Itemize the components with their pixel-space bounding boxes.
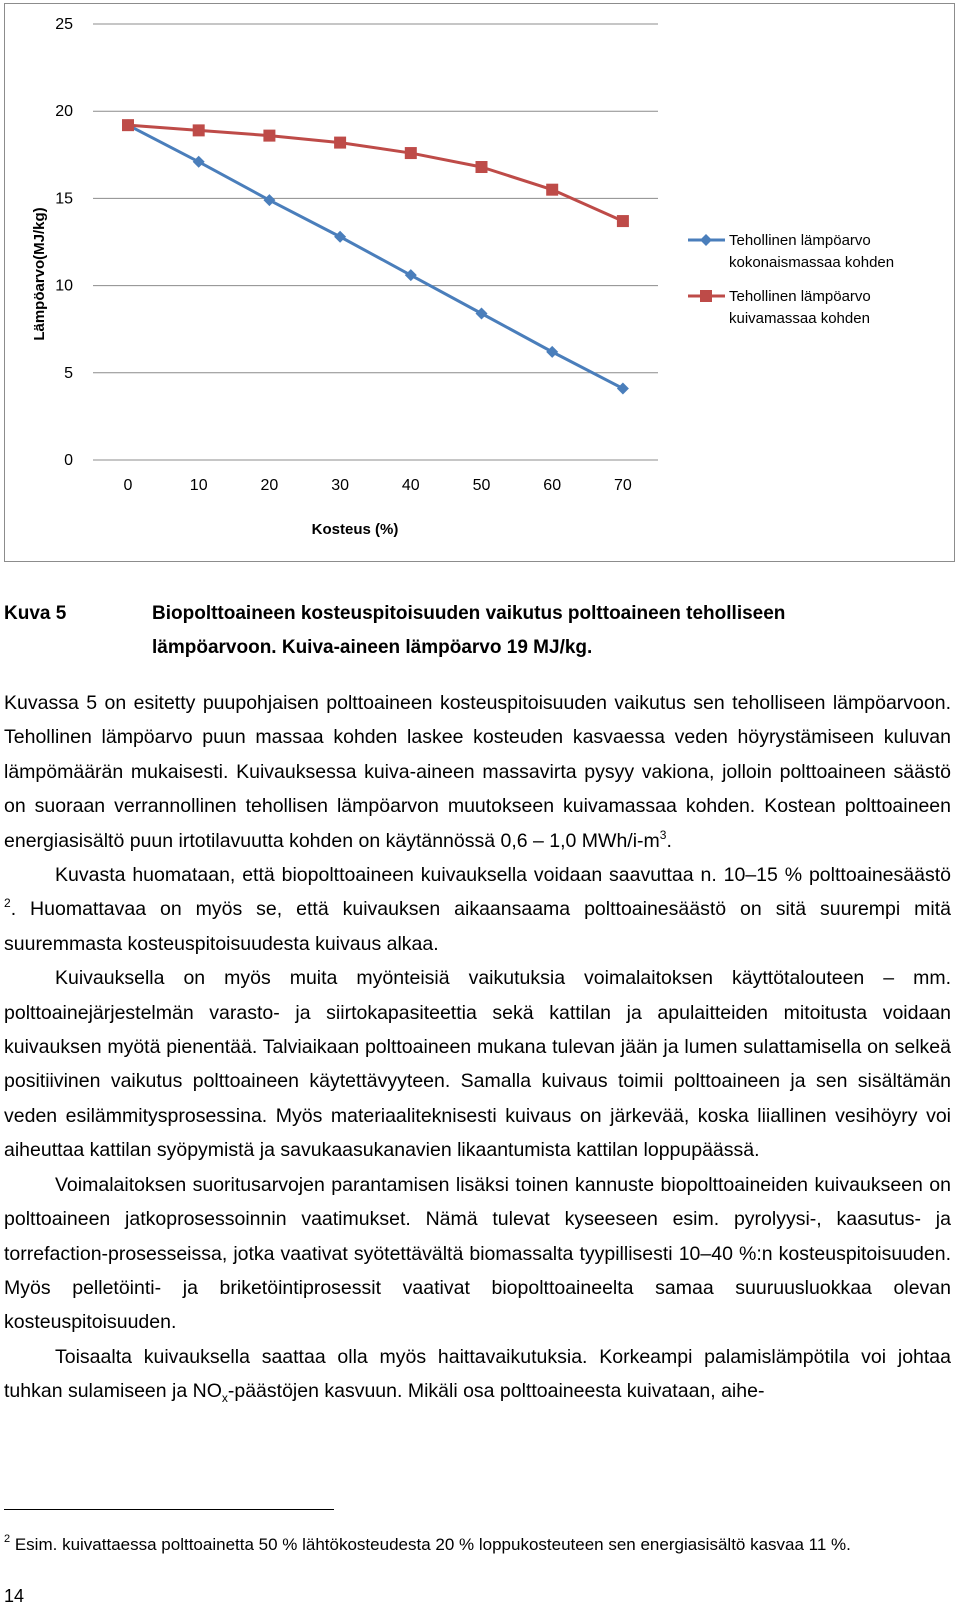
footnote-reference[interactable]: 2 <box>4 896 11 911</box>
y-tick-label-0: 0 <box>64 452 73 469</box>
y-tick-label-25: 25 <box>55 16 73 33</box>
superscript-3: 3 <box>659 827 667 842</box>
x-tick-label-0: 0 <box>123 477 133 494</box>
x-axis-title: Kosteus (%) <box>311 521 399 538</box>
caption-line-1: Biopolttoaineen kosteuspitoisuuden vaikutus polttoaineen teholliseen <box>152 603 786 624</box>
x-tick-label-50: 50 <box>472 477 491 494</box>
paragraph-5-text-a: Toisaalta kuivauksella saattaa olla myös haittavaikutuksia. Korkeampi palamislämpötila voi johtaa tuhkan sulamiseen ja NO <box>4 1345 951 1403</box>
y-tick-label-10: 10 <box>55 277 73 295</box>
paragraph-2 <box>4 858 951 961</box>
footnote-separator <box>4 1509 334 1510</box>
paragraph-4: Voimalaitoksen suoritusarvojen parantamisen lisäksi toinen kannuste biopolttoaineiden kuivaukseen on polttoaineen jatkoprosessoinnin vaatimukset. Nämä tulevat kyseeseen esim. pyrolyysi-, kaasutus- ja torrefaction-prosesseissa, jotka vaativat syötettävältä biomassalta tyypillisesti 10–40 %:n kosteuspitoisuuden. Myös pelletöinti- ja briketöintiprosessit vaativat biopolttoaineelta samaa suuruusluokkaa olevan kosteuspitoisuuden. <box>4 1173 951 1334</box>
series-1-point-30 <box>334 231 346 243</box>
series-1-point-40 <box>405 269 417 281</box>
x-tick-label-20: 20 <box>260 477 279 494</box>
y-axis-title: Lämpöarvo(MJ/kg) <box>31 207 48 341</box>
caption-number: Kuva 5 <box>4 603 67 624</box>
paragraph-2-text-a: Kuvasta huomataan, että biopolttoaineen kuivauksella voidaan saavuttaa n. 10–15 % polttoainesäästö <box>55 864 951 887</box>
paragraph-3: Kuivauksella on myös muita myönteisiä vaikutuksia voimalaitoksen käyttötalouteen – mm. polttoainejärjestelmän varasto- ja siirtokapasiteettia sekä kattilan ja apulaitteiden mitoitusta voidaan kuivauksen myötä pienentää. Talviaikaan polttoaineen mukana tulevan jään ja lumen sulattamisella on selkeä positiivinen vaikutus polttoaineen käytettävyyteen. Samalla kuivaus toimii polttoaineen ja sen sisältämän veden esilämmitysprosessina. Myös materiaaliteknisesti kuivaus on järkevää, koska liiallinen vesihöyry voi aiheuttaa kattilan syöpymistä ja savukaasukanavien likaantumista kattilan loppupäässä. <box>4 967 951 1162</box>
y-tick-label-20: 20 <box>55 103 73 121</box>
series-line-1 <box>128 125 623 388</box>
paragraph-1-text: Kuvassa 5 on esitetty puupohjaisen polttoaineen kosteuspitoisuuden vaikutus sen teholliseen lämpöarvoon. Tehollinen lämpöarvo puun massaa kohden laskee kosteuden kasvaessa veden höyrystämiseen kuluvan lämpömäärän mukaisesti. Kuivauksessa kuiva-aineen massavirta pysyy vakiona, jolloin polttoaineen säästö on suoraan verrannollinen tehollisen lämpöarvon muutokseen kuivamassaa kohden. Kostean polttoaineen energiasisältö puun irtotilavuutta kohden on käytännössä 0,6 – 1,0 MWh/i-m <box>4 692 951 852</box>
y-tick-label-15: 15 <box>55 190 73 208</box>
series-2-point-30 <box>334 137 346 149</box>
series-2-point-0 <box>122 119 134 131</box>
series-2-point-10 <box>193 124 205 136</box>
paragraph-2-text-b: . Huomattavaa on myös se, että kuivauksen aikaansaama polttoainesäästö on sitä suurempi mitä suuremmasta kosteuspitoisuudesta kuivaus alkaa. <box>4 898 951 955</box>
y-tick-label-5: 5 <box>64 364 73 382</box>
series-2-point-60 <box>546 184 558 196</box>
x-tick-label-60: 60 <box>543 477 562 494</box>
series-1-point-20 <box>263 194 275 206</box>
series-2-point-40 <box>405 147 417 159</box>
body-text <box>4 686 951 1415</box>
x-tick-label-70: 70 <box>614 477 632 494</box>
x-tick-label-40: 40 <box>401 477 420 494</box>
series-1-point-70 <box>617 382 629 394</box>
paragraph-5 <box>4 1340 951 1416</box>
chart-frame <box>4 3 955 562</box>
legend-label-1-line-1: Tehollinen lämpöarvo <box>729 232 871 249</box>
series-2-point-20 <box>263 130 275 142</box>
caption-text <box>152 597 852 665</box>
series-1-point-10 <box>193 156 205 168</box>
subscript-x: x <box>221 1391 228 1406</box>
footnote-marker: 2 <box>4 1533 11 1545</box>
x-tick-label-30: 30 <box>331 477 349 494</box>
series-2-point-50 <box>476 161 488 173</box>
legend-label-1-line-2: kokonaismassaa kohden <box>729 254 895 271</box>
legend-marker-square <box>700 290 712 302</box>
legend-label-2-line-1: Tehollinen lämpöarvo <box>729 288 871 305</box>
x-tick-label-10: 10 <box>189 477 208 494</box>
series-2-point-70 <box>617 215 629 227</box>
paragraph-1 <box>4 686 951 858</box>
series-1-point-50 <box>476 308 488 320</box>
page-number: 14 <box>4 1586 25 1606</box>
paragraph-5-text-b: -päästöjen kasvuun. Mikäli osa polttoaineesta kuivataan, aihe- <box>227 1380 765 1403</box>
series-line-2 <box>128 125 623 221</box>
paragraph-1-end: . <box>666 829 672 852</box>
footnote-text: Esim. kuivattaessa polttoainetta 50 % lähtökosteudesta 20 % loppukosteuteen sen energiasisältö kasvaa 11 %. <box>10 1535 851 1554</box>
legend-marker-diamond <box>700 234 712 246</box>
series-1-point-60 <box>546 346 558 358</box>
footnote <box>4 1533 954 1557</box>
legend-label-2-line-2: kuivamassaa kohden <box>729 310 870 327</box>
moisture-heating-value-chart <box>5 4 956 563</box>
caption-line-2: lämpöarvoon. Kuiva-aineen lämpöarvo 19 MJ/kg. <box>152 637 593 658</box>
